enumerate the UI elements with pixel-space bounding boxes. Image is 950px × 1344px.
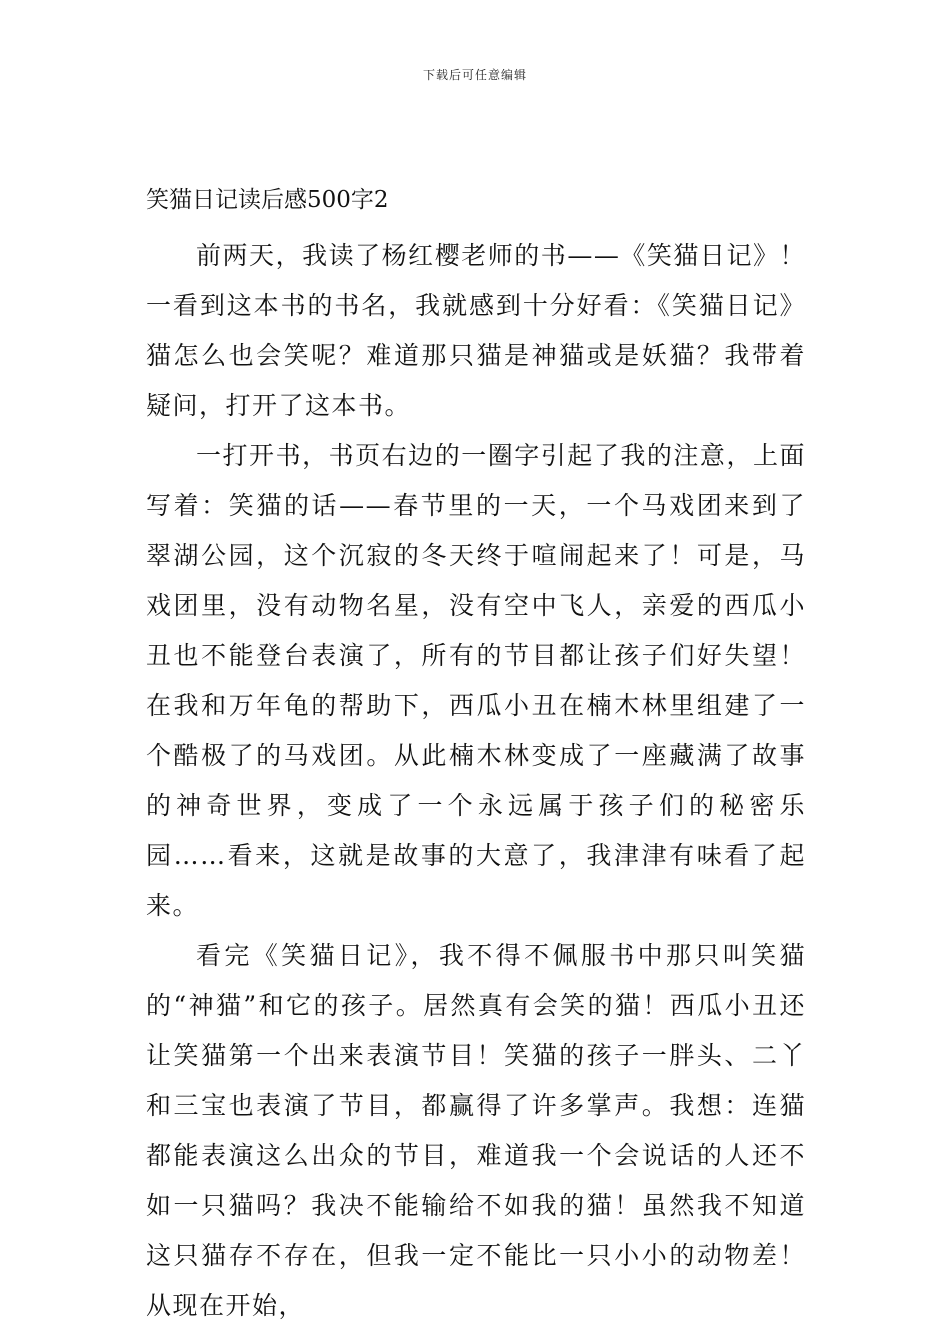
page-header-note: 下载后可任意编辑 (422, 68, 527, 82)
paragraph-1: 前两天，我读了杨红樱老师的书——《笑猫日记》！一看到这本书的书名，我就感到十分好看：《笑猫日记》猫怎么也会笑呢？难道那只猫是神猫或是妖猫？我带着疑问，打开了这本书。 (146, 241, 806, 420)
paragraph-2: 一打开书，书页右边的一圈字引起了我的注意，上面写着：笑猫的话——春节里的一天，一个马戏团来到了翠湖公园，这个沉寂的冬天终于喧闹起来了！可是，马戏团里，没有动物名星，没有空中飞人，亲爱的西瓜小丑也不能登台表演了，所有的节目都让孩子们好失望！在我和万年龟的帮助下，西瓜小丑在楠木林里组建了一个酷极了的马戏团。从此楠木林变成了一座藏满了故事的神奇世界，变成了一个永远属于孩子们的秘密乐园……看来，这就是故事的大意了，我津津有味看了起来。 (146, 441, 806, 920)
paragraph-3: 看完《笑猫日记》，我不得不佩服书中那只叫笑猫的“神猫”和它的孩子。居然真有会笑的猫！西瓜小丑还让笑猫第一个出来表演节目！笑猫的孩子一胖头、二丫和三宝也表演了节目，都赢得了许多掌声。我想：连猫都能表演这么出众的节目，难道我一个会说话的人还不如一只猫吗？我决不能输给不如我的猫！虽然我不知道这只猫存不存在，但我一定不能比一只小小的动物差！从现在开始， (146, 941, 806, 1320)
document-title: 笑猫日记读后感500字2 (146, 187, 389, 213)
document-body (146, 231, 806, 1331)
